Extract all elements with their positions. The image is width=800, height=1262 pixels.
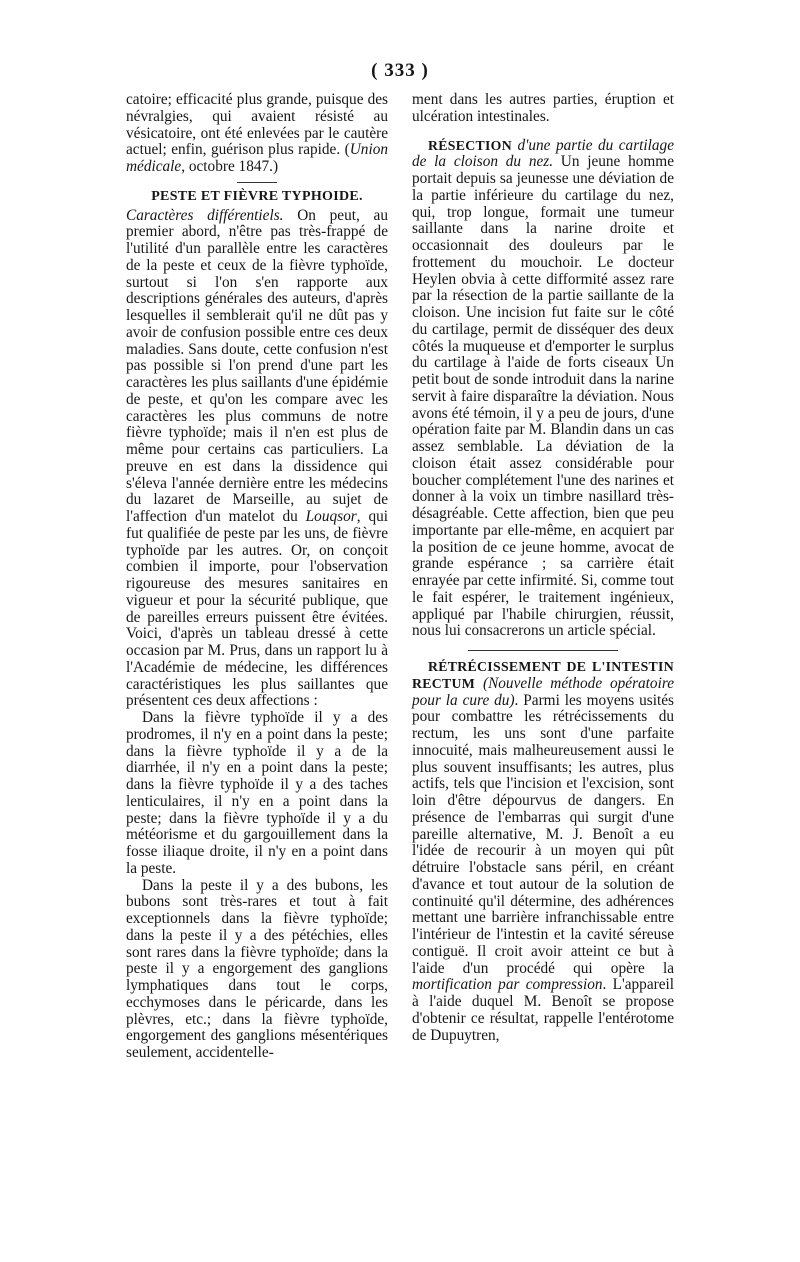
page-number: ( 333 ) [371, 60, 429, 81]
left-column [126, 92, 388, 1062]
section-heading-retrecissement: RÉTRÉCISSEMENT DE L'INTESTIN RECTUM [412, 659, 674, 691]
source-date: , octobre 1847.) [181, 158, 279, 175]
right-column [412, 92, 674, 1044]
section-heading-peste: PESTE ET FIÈVRE TYPHOIDE. [151, 188, 363, 204]
paragraph-text: . L'appareil à l'aide duquel M. Benoît se propose d'obtenir ce résultat, rappelle l'entérotome de Dupuytren, [412, 976, 675, 1044]
paragraph-text: catoire; efficacité plus grande, puisque des névralgies, qui avaient résisté au vésicatoire, ont été enlevées par le cautère actuel; enfin, guérison plus rapide. ( [126, 91, 388, 159]
section-divider [237, 182, 277, 183]
paragraph-retrecissement [412, 659, 674, 1044]
paragraph-text: On peut, au premier abord, n'être pas très-frappé de l'utilité d'un parallèle entre les caractères de la peste et ceux de la fièvre typhoïde, surtout si l'on s'en rapporte aux descriptions générales des auteurs, d'après lesquelles il semblerait qu'il ne dût pas y avoir de confusion possible entre ces deux maladies. Sans doute, cette confusion n'est pas possible si l'on prend d'une part les caractères les plus saillants d'une épidémie de peste, et qu'on les compare avec les caractères les plus communs de notre fièvre typhoïde; mais il n'en est plus de même pour certains cas particuliers. La preuve en est dans la dissidence qui s'éleva l'année dernière entre les médecins du lazaret de Marseille, au sujet de l'affection d'un matelot du [126, 206, 388, 525]
paragraph-peste-bubons: Dans la peste il y a des bubons, les bubons sont très-rares et tout à fait exceptionnels dans la fièvre typhoïde; dans la peste il y a des pétéchies, elles sont rares dans la fièvre typhoïde; dans la peste il y a engorgement des ganglions lymphatiques dans tout le corps, ecchymoses dans le péricarde, dans les plèvres, etc.; dans la fièvre typhoïde, engorgement des ganglions mésentériques seulement, accidentelle- [126, 876, 388, 1061]
paragraph-continuation: ment dans les autres parties, éruption et ulcération intestinales. [412, 91, 674, 125]
section-divider [468, 650, 618, 651]
paragraph-fievre-typhoide: Dans la fièvre typhoïde il y a des prodromes, il n'y en a point dans la peste; dans la fièvre typhoïde il y a de la diarrhée, il n'y en a point dans la peste; dans la fièvre typhoïde il y a des taches lenticulaires, il n'y en a point dans la peste; dans la fièvre typhoïde il y a du météorisme et du gargouillement dans la fosse iliaque droite, il n'y en a point dans la peste. [126, 709, 388, 877]
subheading-italic: d'une partie du cartilage de la cloison du nez. [412, 136, 674, 171]
subheading-italic: Caractères différentiels. [126, 206, 284, 224]
source-citation: Union médicale [126, 141, 388, 175]
subheading-italic: (Nouvelle méthode opératoire pour la cure du) [412, 674, 674, 709]
paragraph-cautere-conclusion [126, 92, 388, 176]
paragraph-text: , qui fut qualifiée de peste par les uns, de fièvre typhoïde par les autres. Or, on conçoit combien il importe, pour l'observation rigoureuse des mesures sanitaires en vigueur et pour la sécurité publique, que de pareilles erreurs puissent être évitées. Voici, d'après un tableau dressé à cette occasion par M. Prus, dans un rapport lu à l'Académie de médecine, les différences caractéristiques les plus saillantes que présentent ces deux affections : [126, 508, 388, 710]
paragraph-text: Un jeune homme portait depuis sa jeunesse une déviation de la partie inférieure du cartilage du nez, qui, trop longue, formait une tumeur saillante dans la narine droite et occasionnait des douleurs par le frottement du mouchoir. Le docteur Heylen obvia à cette difformité assez rare par la résection de la partie saillante de la cloison. Une incision fut faite sur le côté du cartilage, permit de disséquer des deux côtés la muqueuse et d'emporter le surplus du cartilage à l'aide de forts ciseaux Un petit bout de sonde introduit dans la narine servit à faire disparaître la déviation. Nous avons été témoin, il y a peu de jours, d'une opération faite par M. Blandin dans un cas assez semblable. La déviation de la cloison était assez considérable pour boucher complétement l'une des narines et donner à la voix un timbre nasillard très-désagréable. Cette affection, bien que peu importante par elle-même, en acquiert par la position de ce jeune homme, avocat de grande espérance ; sa carrière était enrayée par cette infirmité. Si, comme tout le fait espérer, le traitement ingénieux, appliqué par l'habile chirurgien, réussit, nous lui consacrerons un article spécial. [412, 153, 674, 640]
section-heading-resection: RÉSECTION [428, 137, 512, 153]
paragraph-text: . Parmi les moyens usités pour combattre les rétrécissements du rectum, les uns sont d'une parfaite innocuité, mais malheureusement aussi le plus souvent insuffisants; les autres, plus actifs, tels que l'incision et l'excision, sont loin d'être dépourvus de dangers. En présence de l'embarras qui surgit d'une pareille alternative, M. J. Benoît a eu l'idée de recourir à un moyen qui pût détruire l'obstacle sans péril, en créant d'avance et tout autour de la solution de continuité qu'il détermine, des adhérences mettant une barrière infranchissable entre l'intérieur de l'intestin et la cavité séreuse contiguë. Il croit avoir atteint ce but à l'aide d'un procédé qui opère la [412, 691, 674, 977]
emphasis-mortification: mortification par compression [412, 976, 603, 994]
paragraph-resection [412, 138, 674, 641]
ship-name: Louqsor [305, 508, 357, 525]
paragraph-peste-intro [126, 208, 388, 711]
